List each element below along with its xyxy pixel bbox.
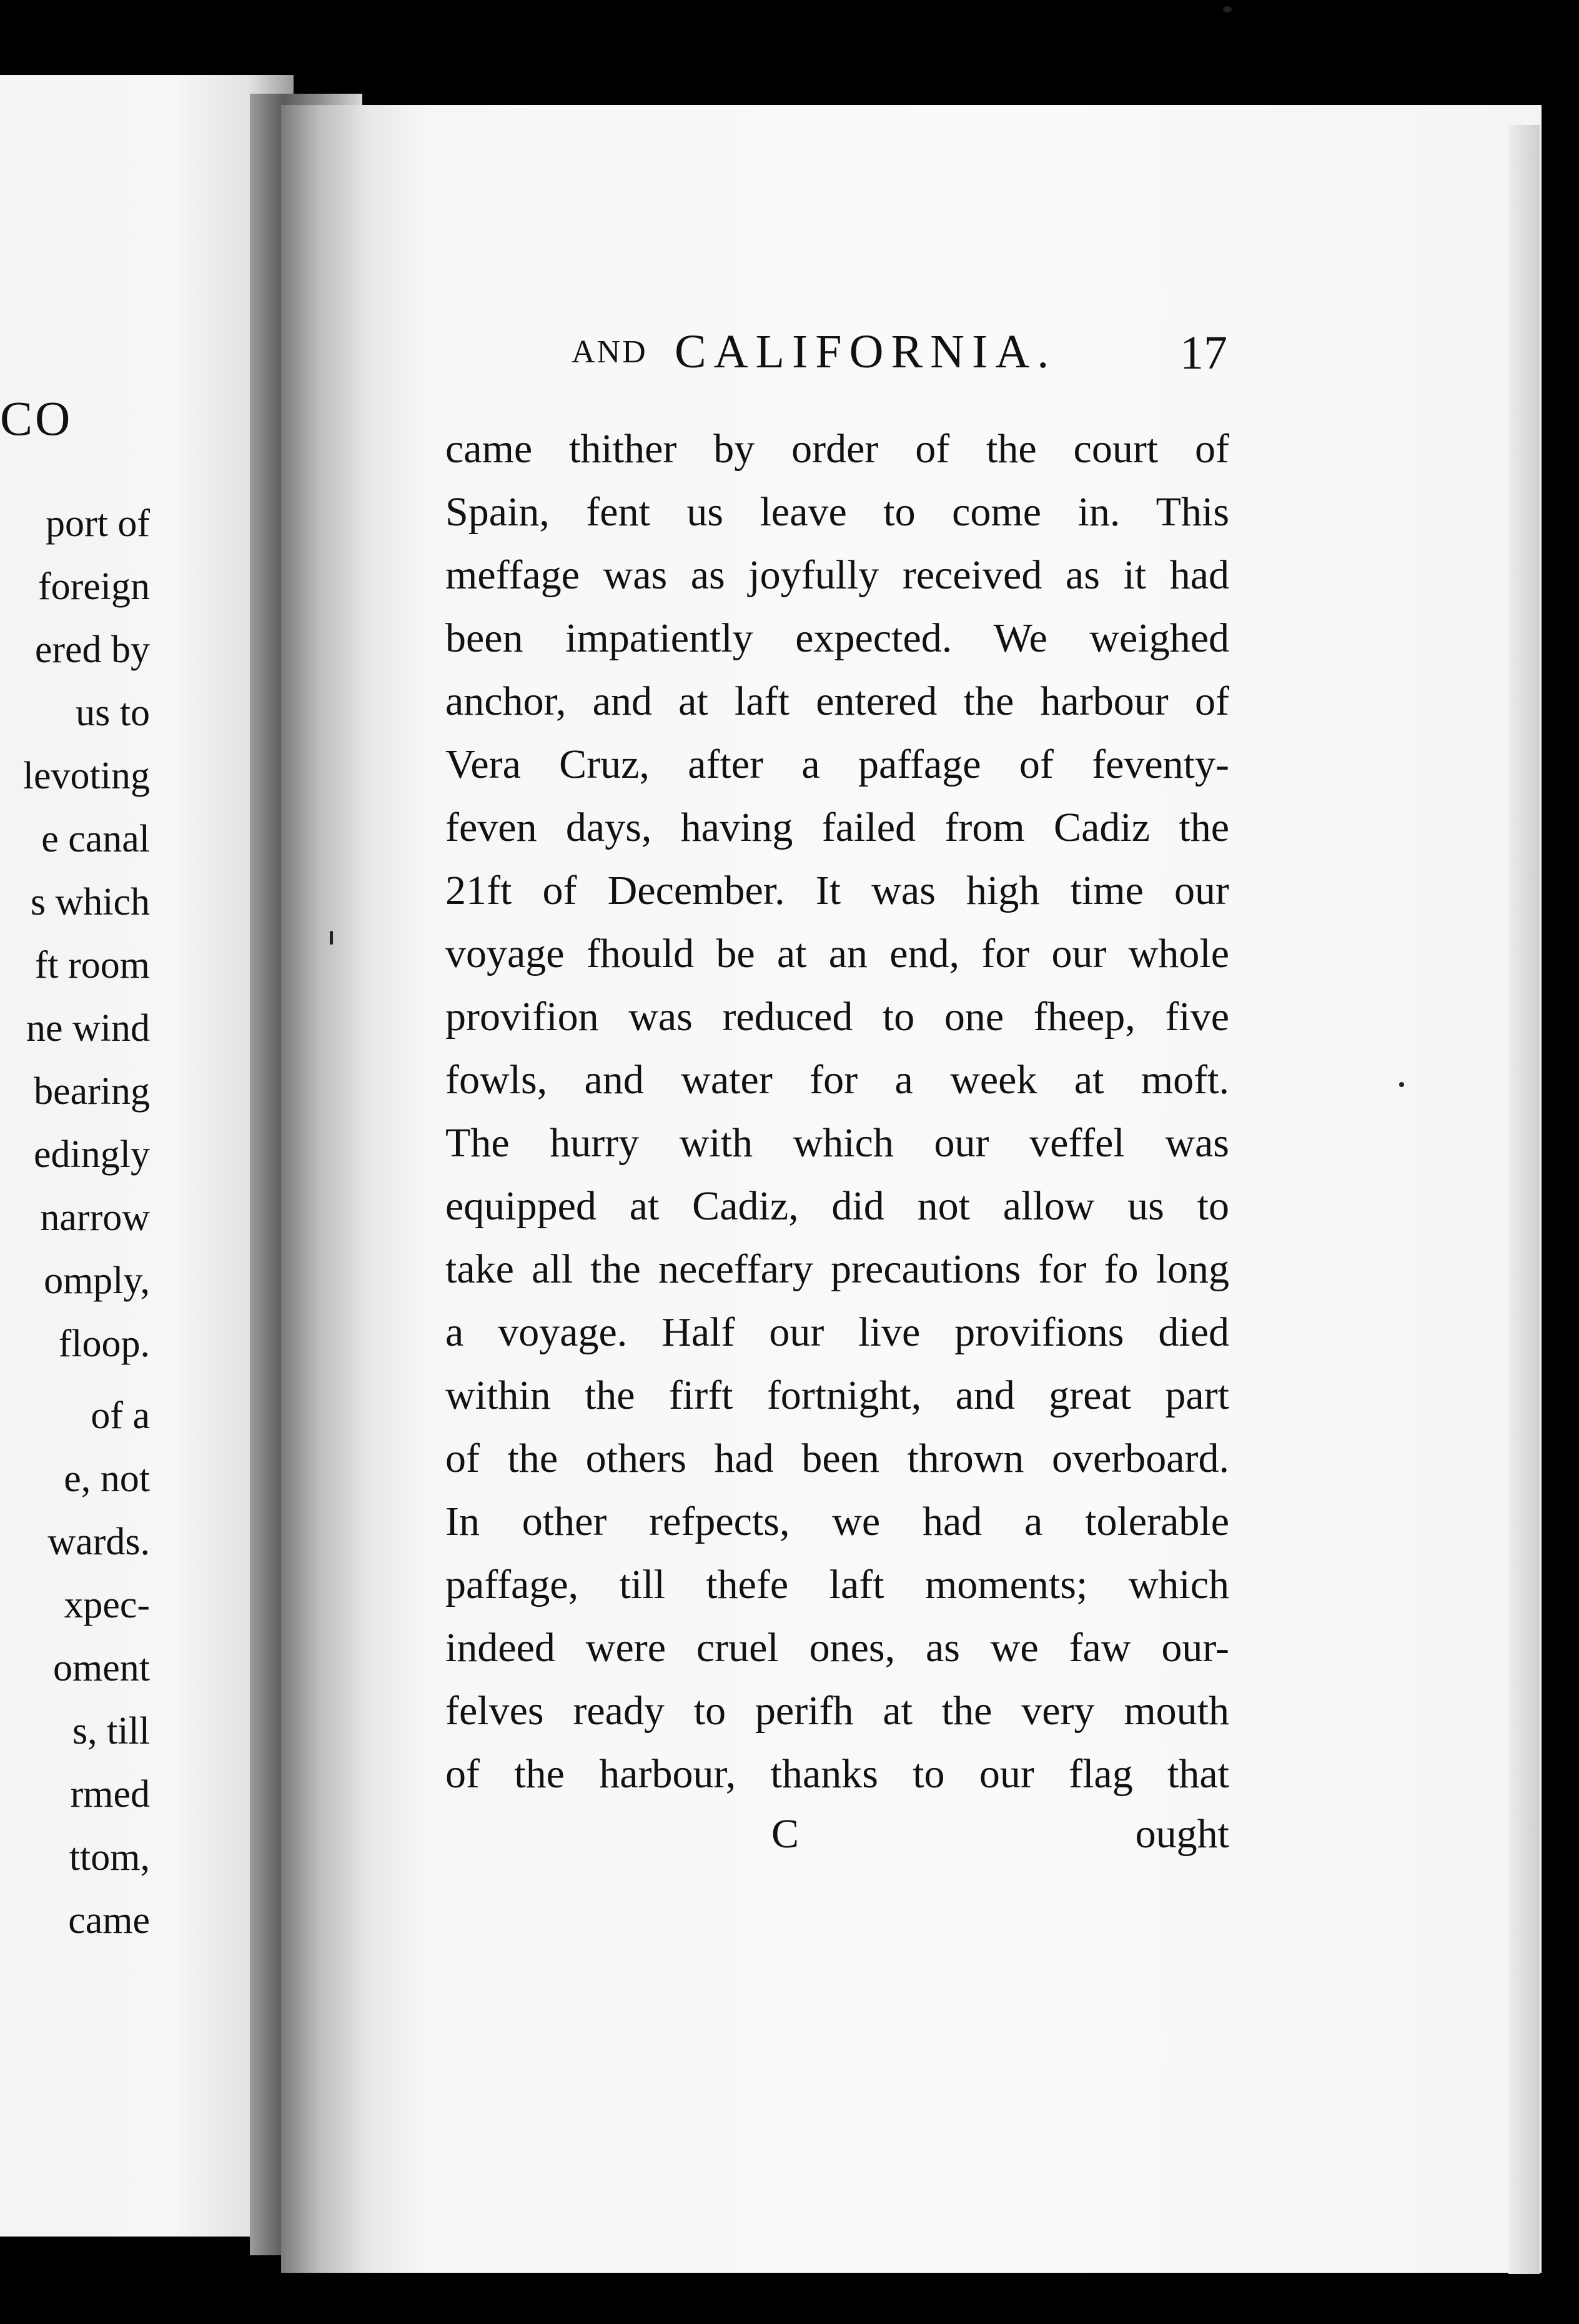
ink-speck [1399, 1082, 1404, 1087]
text-line: feven days, having failed from Cadiz the [445, 805, 1229, 850]
left-text-line: e, not [64, 1457, 150, 1500]
left-text-line: s which [30, 881, 150, 923]
left-text-line: ttom, [69, 1836, 150, 1879]
running-head-and: AND [572, 334, 648, 370]
text-line: Spain, fent us leave to come in. This [445, 489, 1229, 535]
page-number: 17 [1180, 327, 1227, 379]
text-line: provifion was reduced to one fheep, five [445, 994, 1229, 1040]
left-text-line: rmed [70, 1773, 150, 1815]
text-line: been impatiently expected. We weighed [445, 615, 1229, 661]
text-line: of the harbour, thanks to our flag that [445, 1751, 1229, 1797]
text-line: within the firft fortnight, and great part [445, 1373, 1229, 1418]
left-text-line: ft room [34, 944, 150, 986]
page-footer [445, 1810, 1229, 1867]
left-text-line: ered by [34, 628, 150, 671]
left-page-header: CO [0, 391, 73, 445]
left-text-line: bearing [34, 1070, 150, 1113]
left-text-line: edingly [34, 1133, 150, 1176]
text-line: came thither by order of the court of [445, 426, 1229, 472]
left-text-line: s, till [72, 1710, 150, 1752]
left-text-line: levoting [22, 755, 150, 797]
left-text-line: ne wind [26, 1007, 150, 1050]
text-line: fowls, and water for a week at moft. [445, 1057, 1229, 1103]
text-line: Vera Cruz, after a paffage of feventy- [445, 742, 1229, 787]
ink-speck [1223, 6, 1232, 12]
text-line: paffage, till thefe laft moments; which [445, 1562, 1229, 1607]
left-text-line: came [68, 1899, 150, 1942]
running-head [572, 325, 1227, 387]
text-line: equipped at Cadiz, did not allow us to [445, 1183, 1229, 1229]
running-head-title: CALIFORNIA. [675, 325, 1057, 378]
text-line: voyage fhould be at an end, for our whole [445, 931, 1229, 976]
text-line: take all the neceffary precautions for fo long [445, 1246, 1229, 1292]
left-text-line: e canal [41, 818, 150, 860]
text-line: 21ft of December. It was high time our [445, 868, 1229, 913]
left-text-line: omply, [44, 1259, 150, 1302]
text-line: In other refpects, we had a tolerable [445, 1499, 1229, 1544]
left-text-line: us to [76, 692, 150, 734]
left-text-line: wards. [47, 1521, 150, 1563]
left-text-line: oment [53, 1647, 150, 1689]
left-text-line: port of [45, 502, 150, 545]
text-line: anchor, and at laft entered the harbour of [445, 678, 1229, 724]
left-text-line: xpec- [64, 1584, 150, 1626]
page-edge [1508, 125, 1540, 2274]
catchword: ought [1135, 1811, 1229, 1857]
left-text-line: of a [91, 1394, 150, 1437]
left-page-text [0, 492, 150, 1952]
left-text-line: foreign [37, 565, 150, 608]
text-line: felves ready to perifh at the very mouth [445, 1688, 1229, 1734]
signature-mark: C [771, 1811, 799, 1857]
text-line: The hurry with which our veffel was [445, 1120, 1229, 1166]
left-text-line: narrow [40, 1196, 150, 1239]
body-text [445, 417, 1229, 1805]
left-text-line: floop. [58, 1323, 150, 1365]
text-line: a voyage. Half our live provifions died [445, 1309, 1229, 1355]
text-line: indeed were cruel ones, as we faw our- [445, 1625, 1229, 1671]
text-line: of the others had been thrown overboard. [445, 1436, 1229, 1481]
text-line: meffage was as joyfully received as it had [445, 552, 1229, 598]
ink-speck [330, 931, 333, 945]
